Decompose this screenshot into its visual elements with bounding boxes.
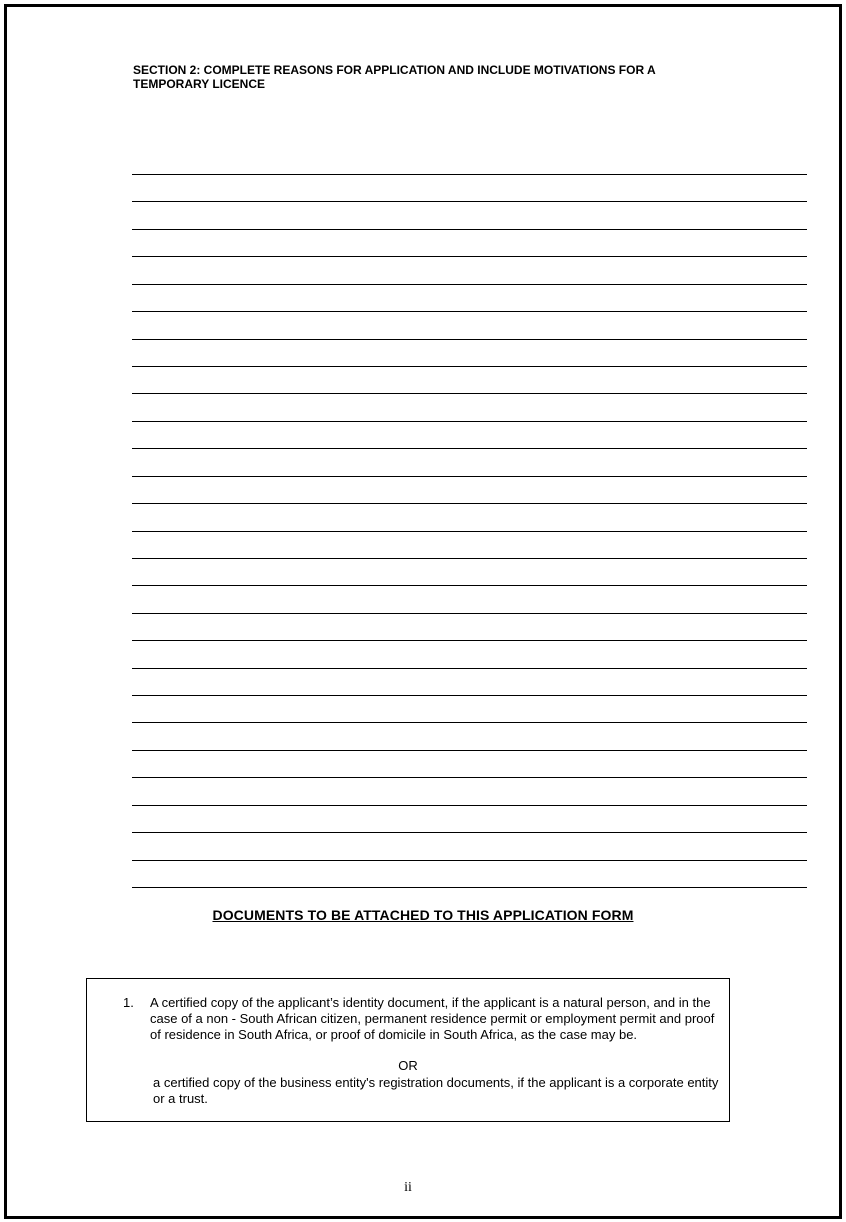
answer-line[interactable]: [132, 393, 807, 394]
answer-line[interactable]: [132, 339, 807, 340]
answer-line[interactable]: [132, 311, 807, 312]
answer-line[interactable]: [132, 585, 807, 586]
answer-line[interactable]: [132, 558, 807, 559]
answer-line[interactable]: [132, 284, 807, 285]
answer-line[interactable]: [132, 832, 807, 833]
answer-line[interactable]: [132, 229, 807, 230]
answer-line[interactable]: [132, 860, 807, 861]
answer-line[interactable]: [132, 476, 807, 477]
answer-line[interactable]: [132, 201, 807, 202]
answer-line[interactable]: [132, 421, 807, 422]
answer-line[interactable]: [132, 174, 807, 175]
answer-line[interactable]: [132, 613, 807, 614]
list-item-text: A certified copy of the applicant’s identity document, if the applicant is a natural person, and in the case of a non - South African citizen, permanent residence permit or employment permit and proof of residence in South Africa, or proof of domicile in South Africa, as the case may be.: [150, 995, 715, 1042]
list-item-separator: OR: [398, 1058, 418, 1073]
answer-line[interactable]: [132, 531, 807, 532]
answer-line[interactable]: [132, 695, 807, 696]
documents-list-box: [86, 978, 730, 1122]
answer-line[interactable]: [132, 805, 807, 806]
answer-line[interactable]: [132, 640, 807, 641]
answer-line[interactable]: [132, 777, 807, 778]
list-item-alternative: a certified copy of the business entity's registration documents, if the applicant is a corporate entity or a trust.: [153, 1075, 719, 1106]
answer-line[interactable]: [132, 256, 807, 257]
page-number: ii: [404, 1180, 412, 1195]
answer-line[interactable]: [132, 448, 807, 449]
section-heading: SECTION 2: COMPLETE REASONS FOR APPLICATION AND INCLUDE MOTIVATIONS FOR A TEMPORARY LICENCE: [133, 63, 656, 91]
answer-line[interactable]: [132, 668, 807, 669]
list-item-number: 1.: [123, 995, 134, 1010]
answer-line[interactable]: [132, 887, 807, 888]
documents-heading: DOCUMENTS TO BE ATTACHED TO THIS APPLICATION FORM: [212, 907, 634, 923]
answer-line[interactable]: [132, 722, 807, 723]
answer-line[interactable]: [132, 503, 807, 504]
answer-line[interactable]: [132, 366, 807, 367]
answer-line[interactable]: [132, 750, 807, 751]
